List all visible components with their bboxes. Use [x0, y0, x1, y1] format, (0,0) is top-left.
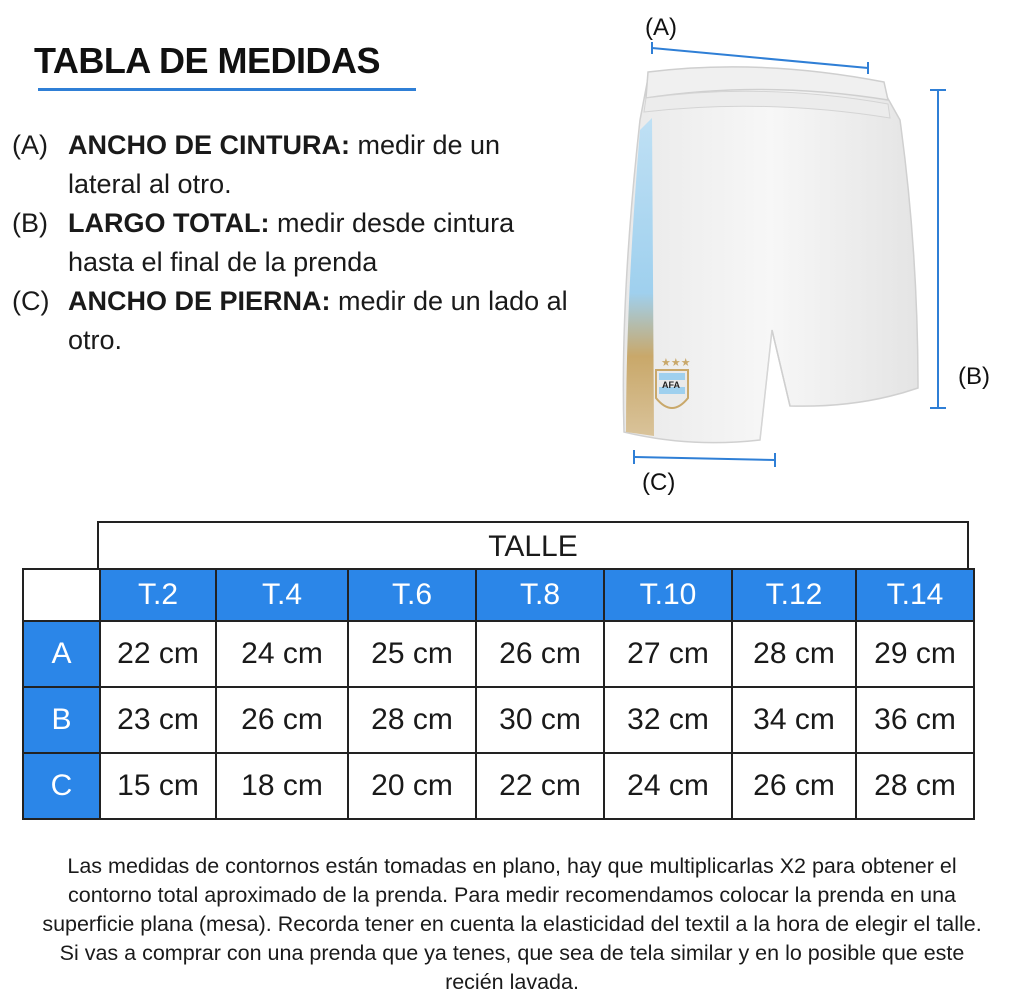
table-cell: 30 cm: [476, 687, 604, 753]
size-header-t8: T.8: [476, 569, 604, 621]
measure-line-c: [634, 457, 775, 460]
definition-text: medir de un lateral al otro.: [68, 130, 501, 199]
footnote-text: Las medidas de contornos están tomadas en plano, hay que multiplicarlas X2 para obtener el contorno total aproximado de la prenda. Para medir recomendamos colocar la prenda en una superficie plana (mesa). Recorda tener en cuenta la elasticidad del textil a la hora de elegir el talle. Si vas a comprar con una prenda que ya tenes, que sea de tela similar y en lo posible que este recién lavada.: [42, 854, 982, 994]
row-label-a: A: [23, 621, 100, 687]
size-header-t2: T.2: [100, 569, 216, 621]
table-cell: 24 cm: [216, 621, 348, 687]
crest-text: AFA: [662, 380, 680, 390]
table-cell: 34 cm: [732, 687, 856, 753]
table-cell: 36 cm: [856, 687, 974, 753]
size-table: [22, 568, 975, 820]
size-header-t10: T.10: [604, 569, 732, 621]
size-header-t4: T.4: [216, 569, 348, 621]
table-cell: 26 cm: [732, 753, 856, 819]
table-cell: 27 cm: [604, 621, 732, 687]
size-header-t12: T.12: [732, 569, 856, 621]
definition-term: ANCHO DE CINTURA:: [68, 130, 350, 160]
definition-c: [12, 282, 572, 360]
table-cell: 29 cm: [856, 621, 974, 687]
table-cell: 15 cm: [100, 753, 216, 819]
table-cell: 25 cm: [348, 621, 476, 687]
definition-letter: (C): [12, 286, 50, 316]
table-cell: 26 cm: [216, 687, 348, 753]
table-cell: 28 cm: [348, 687, 476, 753]
title-underline: [38, 88, 416, 91]
label-c: (C): [642, 469, 676, 496]
definition-text: medir de un lado al otro.: [68, 286, 568, 355]
shorts-diagram: [620, 10, 1010, 500]
table-row: [23, 621, 974, 687]
definition-term: ANCHO DE PIERNA:: [68, 286, 331, 316]
definition-letter: (B): [12, 208, 48, 238]
table-row: [23, 687, 974, 753]
label-a: (A): [645, 14, 677, 41]
afa-crest-icon: [656, 356, 691, 408]
table-corner: [23, 569, 100, 621]
table-row: [23, 753, 974, 819]
row-label-b: B: [23, 687, 100, 753]
table-cell: 32 cm: [604, 687, 732, 753]
table-cell: 20 cm: [348, 753, 476, 819]
table-cell: 24 cm: [604, 753, 732, 819]
side-panel: [626, 118, 654, 436]
size-header-t14: T.14: [856, 569, 974, 621]
table-cell: 28 cm: [732, 621, 856, 687]
definition-a: [12, 126, 572, 204]
table-cell: 23 cm: [100, 687, 216, 753]
row-label-c: C: [23, 753, 100, 819]
label-b: (B): [958, 363, 990, 390]
size-header-t6: T.6: [348, 569, 476, 621]
definition-letter: (A): [12, 130, 48, 160]
table-cell: 22 cm: [100, 621, 216, 687]
table-cell: 22 cm: [476, 753, 604, 819]
page-title: TABLA DE MEDIDAS: [34, 40, 380, 81]
definition-term: LARGO TOTAL:: [68, 208, 270, 238]
measure-line-a: [652, 48, 868, 68]
size-table-caption: TALLE: [97, 521, 969, 568]
table-cell: 28 cm: [856, 753, 974, 819]
definition-text: medir desde cintura hasta el final de la prenda: [68, 208, 515, 277]
table-cell: 18 cm: [216, 753, 348, 819]
definitions-list: [12, 126, 572, 360]
definition-b: [12, 204, 572, 282]
size-header-row: [23, 569, 974, 621]
svg-text:★★★: ★★★: [661, 356, 691, 369]
table-cell: 26 cm: [476, 621, 604, 687]
